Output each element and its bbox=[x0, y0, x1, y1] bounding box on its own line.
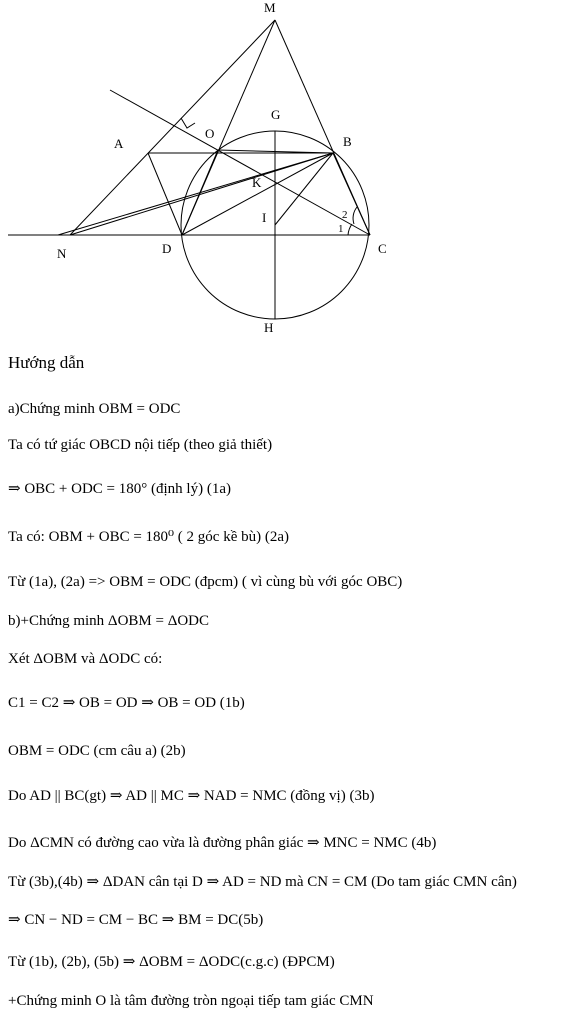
line-13: ⇒ CN − ND = CM − BC ⇒ BM = DC(5b) bbox=[8, 912, 264, 928]
geometry-figure bbox=[0, 0, 573, 345]
line-4: Ta có: OBM + OBC = 180⁰ ( 2 góc kề bù) (2a) bbox=[8, 529, 290, 545]
segment-nb-2 bbox=[58, 153, 333, 235]
label-k: K bbox=[252, 175, 262, 190]
label-m: M bbox=[264, 0, 276, 15]
line-11: Do ΔCMN có đường cao vừa là đường phân giác ⇒ MNC = NMC (4b) bbox=[8, 835, 437, 851]
label-a: A bbox=[114, 136, 124, 151]
angle-label-2: 2 bbox=[342, 209, 348, 221]
line-3: ⇒ OBC + ODC = 180° (định lý) (1a) bbox=[8, 481, 231, 497]
line-oc bbox=[110, 90, 370, 235]
segment-od bbox=[182, 150, 218, 235]
label-d: D bbox=[162, 241, 172, 256]
segment-ad bbox=[148, 153, 182, 235]
line-15: +Chứng minh O là tâm đường tròn ngoại tiếp tam giác CMN bbox=[8, 993, 374, 1009]
label-g: G bbox=[271, 107, 281, 122]
right-angle-mark bbox=[181, 118, 195, 128]
line-10: Do AD || BC(gt) ⇒ AD || MC ⇒ NAD = NMC (đồng vị) (3b) bbox=[8, 788, 375, 804]
line-6: b)+Chứng minh ΔOBM = ΔODC bbox=[8, 613, 210, 629]
angle-label-1: 1 bbox=[338, 223, 344, 235]
line-7: Xét ΔOBM và ΔODC có: bbox=[8, 651, 163, 667]
line-9: OBM = ODC (cm câu a) (2b) bbox=[8, 743, 186, 759]
label-n: N bbox=[57, 246, 67, 261]
line-5: Từ (1a), (2a) => OBM = ODC (đpcm) ( vì cùng bù với góc OBC) bbox=[8, 574, 403, 590]
label-o: O bbox=[205, 126, 215, 141]
angle-arc-1 bbox=[348, 224, 352, 235]
heading-huong-dan: Hướng dẫn bbox=[8, 353, 85, 372]
label-h: H bbox=[264, 320, 274, 335]
angle-arc-2 bbox=[353, 207, 357, 224]
label-i: I bbox=[262, 210, 267, 225]
line-8: C1 = C2 ⇒ OB = OD ⇒ OB = OD (1b) bbox=[8, 695, 245, 711]
line-12: Từ (3b),(4b) ⇒ ΔDAN cân tại D ⇒ AD = ND mà CN = CM (Do tam giác CMN cân) bbox=[8, 874, 517, 890]
label-c: C bbox=[378, 241, 387, 256]
line-1: a)Chứng minh OBM = ODC bbox=[8, 401, 181, 417]
line-14: Từ (1b), (2b), (5b) ⇒ ΔOBM = ΔODC(c.g.c) (ĐPCM) bbox=[8, 954, 335, 970]
label-b: B bbox=[343, 134, 352, 149]
segment-ib bbox=[275, 153, 333, 225]
segment-db bbox=[182, 153, 333, 235]
line-2: Ta có tứ giác OBCD nội tiếp (theo giả thiết) bbox=[8, 437, 273, 453]
